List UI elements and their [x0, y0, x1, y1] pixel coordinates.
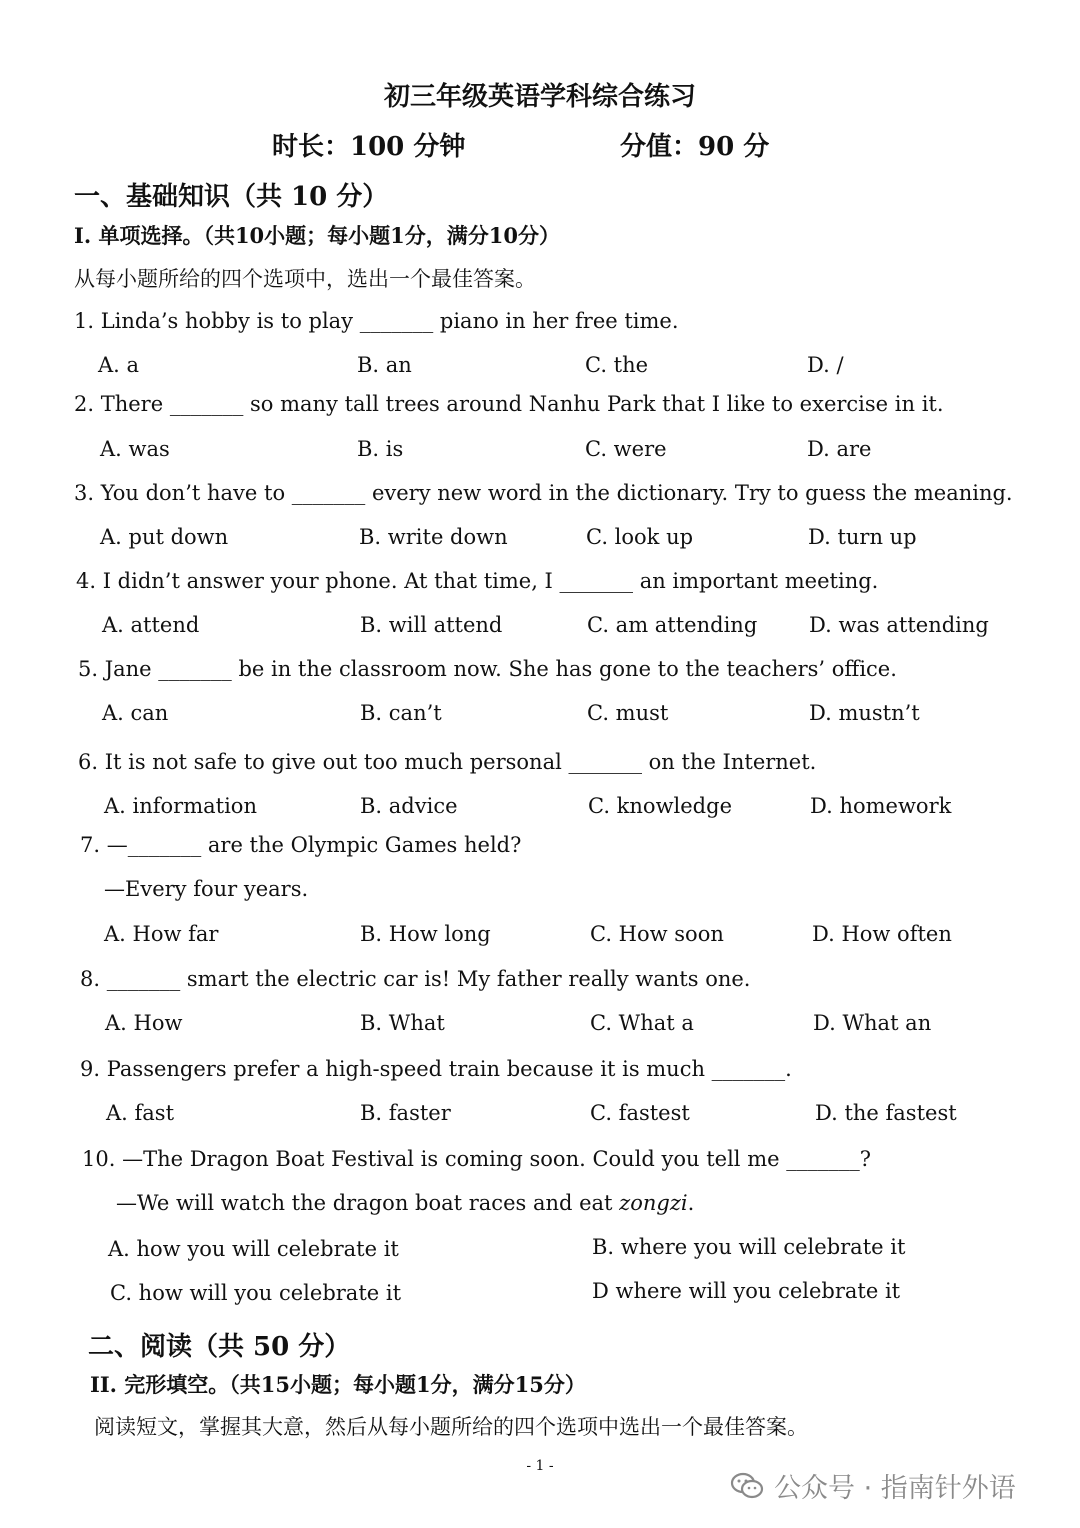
option-a: A. how you will celebrate it [108, 1237, 399, 1261]
watermark [730, 1466, 1016, 1505]
section-2-instruction: 阅读短文，掌握其大意，然后从每小题所给的四个选项中选出一个最佳答案。 [94, 1415, 808, 1439]
option-d: D. mustn’t [809, 701, 920, 725]
option-d: D. are [807, 437, 872, 461]
watermark-text: 公众号 · 指南针外语 [774, 1473, 1016, 1504]
wechat-icon [730, 1472, 764, 1500]
option-b: B. will attend [360, 613, 503, 637]
question-stem: 9. Passengers prefer a high-speed train because it is much _______. [80, 1057, 792, 1081]
option-a: A. information [104, 794, 257, 818]
option-c: C. What a [590, 1011, 694, 1035]
option-b: B. an [357, 353, 412, 377]
exam-duration: 时长：100 分钟 [272, 132, 466, 162]
option-a: A. How far [104, 922, 219, 946]
italic-word: zongzi [619, 1191, 688, 1215]
option-a: A. How [105, 1011, 183, 1035]
option-c: C. the [585, 353, 649, 377]
page-number: - 1 - [526, 1458, 554, 1474]
option-a: A. a [98, 353, 140, 377]
section-1-part: I. 单项选择。（共10小题；每小题1分，满分10分） [74, 223, 561, 248]
option-a: A. can [102, 701, 169, 725]
option-a: A. was [100, 437, 170, 461]
option-d: D. was attending [809, 613, 989, 637]
exam-score: 分值：90 分 [620, 132, 770, 162]
option-c: C. how will you celebrate it [110, 1281, 402, 1305]
option-b: B. where you will celebrate it [592, 1235, 906, 1259]
question-stem: 7. —_______ are the Olympic Games held? [80, 833, 522, 857]
option-c: C. were [585, 437, 667, 461]
option-d: D. How often [812, 922, 952, 946]
question-stem: 5. Jane _______ be in the classroom now. She has gone to the teachers’ office. [78, 657, 897, 681]
option-c: C. must [587, 701, 669, 725]
option-a: A. fast [106, 1101, 175, 1125]
option-c: C. How soon [590, 922, 724, 946]
question-stem: 10. —The Dragon Boat Festival is coming soon. Could you tell me _______? [82, 1147, 871, 1171]
option-b: B. is [357, 437, 404, 461]
section-2-part: II. 完形填空。（共15小题；每小题1分，满分15分） [90, 1372, 586, 1397]
option-c: C. look up [586, 525, 694, 549]
option-d: D. the fastest [815, 1101, 957, 1125]
option-b: B. faster [360, 1101, 451, 1125]
option-b: B. advice [360, 794, 458, 818]
question-stem: 8. _______ smart the electric car is! My father really wants one. [80, 967, 751, 991]
question-stem: 6. It is not safe to give out too much personal _______ on the Internet. [78, 750, 817, 774]
question-stem: 2. There _______ so many tall trees around Nanhu Park that I like to exercise in it. [74, 392, 944, 416]
option-a: A. put down [100, 525, 229, 549]
option-d: D. homework [810, 794, 952, 818]
option-b: B. What [360, 1011, 445, 1035]
option-d: D. / [807, 353, 844, 377]
question-stem: 4. I didn’t answer your phone. At that time, I _______ an important meeting. [76, 569, 879, 593]
question-stem: 1. Linda’s hobby is to play _______ piano in her free time. [74, 309, 679, 333]
option-d: D where will you celebrate it [592, 1279, 901, 1303]
section-2-heading: 二、阅读（共 50 分） [88, 1332, 351, 1362]
option-a: A. attend [102, 613, 200, 637]
option-b: B. How long [360, 922, 491, 946]
question-stem: 3. You don’t have to _______ every new word in the dictionary. Try to guess the meaning. [74, 481, 1013, 505]
option-b: B. write down [359, 525, 508, 549]
option-c: C. am attending [587, 613, 758, 637]
section-1-instruction: 从每小题所给的四个选项中，选出一个最佳答案。 [74, 267, 536, 291]
question-answer-line: —We will watch the dragon boat races and eat zongzi. [116, 1191, 695, 1215]
page-title: 初三年级英语学科综合练习 [383, 82, 696, 112]
option-c: C. fastest [590, 1101, 690, 1125]
option-b: B. can’t [360, 701, 442, 725]
option-d: D. turn up [808, 525, 917, 549]
option-c: C. knowledge [588, 794, 732, 818]
section-1-heading: 一、基础知识（共 10 分） [74, 182, 389, 212]
question-answer-line: —Every four years. [104, 877, 309, 901]
option-d: D. What an [813, 1011, 932, 1035]
